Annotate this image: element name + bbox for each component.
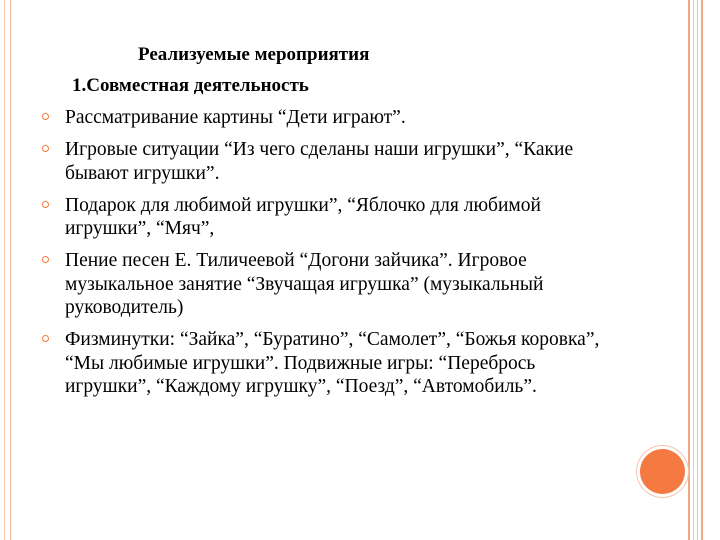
bullet-circle-icon — [42, 145, 49, 152]
list-item — [41, 138, 621, 185]
slide-subtitle: 1.Совместная деятельность — [72, 75, 309, 96]
list-item-text: Физминутки: “Зайка”, “Буратино”, “Самолет”, “Божья коровка”, “Мы любимые игрушки”. Подвижные игры: “Переброcь игрушки”, “Каждому игрушку”, “Поезд”, “Автомобиль”. — [65, 329, 600, 397]
list-item — [41, 194, 621, 241]
decorative-circle — [640, 449, 685, 494]
slide-title: Реализуемые мероприятия — [138, 44, 370, 65]
list-item-text: Пение песен Е. Тиличеевой “Догони зайчика”. Игровое музыкальное занятие “Звучащая игрушка” (музыкальный руководитель) — [65, 250, 544, 318]
list-item — [41, 106, 621, 130]
bullet-circle-icon — [42, 113, 49, 120]
list-item-text: Рассматривание картины “Дети играют”. — [65, 107, 406, 128]
bullet-list — [41, 106, 621, 407]
bullet-circle-icon — [42, 335, 49, 342]
list-item-text: Игровые ситуации “Из чего сделаны наши игрушки”, “Какие бывают игрушки”. — [65, 139, 574, 184]
list-item — [41, 328, 621, 399]
bullet-circle-icon — [42, 256, 49, 263]
list-item-text: Подарок для любимой игрушки”, “Яблочко для любимой игрушки”, “Мяч”, — [65, 194, 541, 239]
right-frame-lines — [688, 0, 710, 540]
bullet-circle-icon — [42, 201, 49, 208]
left-frame-line — [0, 0, 11, 540]
list-item — [41, 249, 621, 320]
